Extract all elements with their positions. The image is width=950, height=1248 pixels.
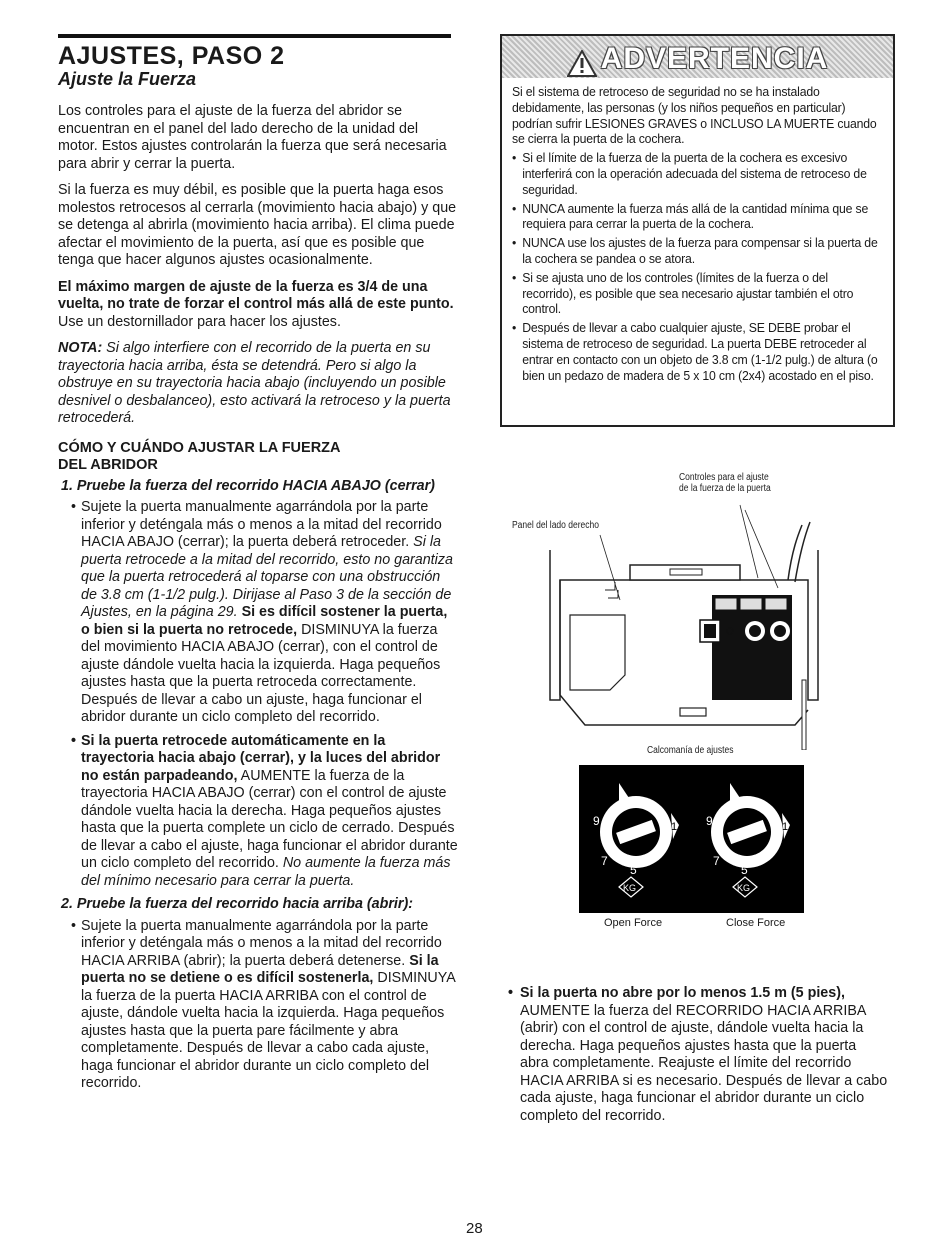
warning-item: • NUNCA use los ajustes de la fuerza para compensar si la puerta de la cochera se pandea o se atora. (512, 235, 878, 266)
note-paragraph: NOTA: Si algo interfiere con el recorrido de la puerta en su trayectoria hacia arriba, ésta se detendrá. Pero si algo la obstruye en su trayectoria hacia abajo (incluyendo un posible desnivel o desbalanceo), esto activará la retroceso y la puerta retrocederá. (58, 340, 451, 426)
page-title: AJUSTES, PASO 2 (58, 42, 285, 70)
step-1-bullet-2: • Si la puerta retrocede automáticamente en la trayectoria hacia abajo (cerrar), y la luces del abridor no están parpadeando, AUMENTE la fuerza de la trayectoria HACIA ABAJO (cerrar) con el control de ajuste dándole vuelta hacia la derecha. Haga pequeños ajustes hasta que la puerta complete un ciclo de cerrado. Después de llevar a cabo el ajuste, haga funcionar el abridor durante un ciclo completo del recorrido. No aumente la fuerza más del mínimo necesario para cerrar la puerta. (71, 732, 458, 889)
intro-paragraph-3: El máximo margen de ajuste de la fuerza es 3/4 de una vuelta, no trate de forzar el control más allá de este punto. Use un destornillador para hacer los ajustes. (58, 278, 454, 330)
warning-item: • Si el límite de la fuerza de la puerta de la cochera es excesivo interferirá con la operación adecuada del sistema de retroceso de seguridad. (512, 150, 867, 197)
warning-item: • Si se ajusta uno de los controles (límites de la fuerza o del recorrido), es posible que sea necesario ajustar también el otro control. (512, 269, 854, 317)
close-force-label: Close Force (726, 917, 786, 929)
right-column (508, 985, 888, 1131)
section-heading: CÓMO Y CUÁNDO AJUSTAR LA FUERZA DEL ABRIDOR (58, 439, 341, 473)
kg-badge: KG (623, 883, 637, 893)
title-rule (58, 34, 451, 38)
dial-number: 5 (630, 863, 637, 877)
panel-label: Panel del lado derecho (512, 520, 599, 531)
warning-item: • NUNCA aumente la fuerza más allá de la cantidad mínima que se requiera para cerrar la puerta de la cochera. (512, 200, 869, 232)
warning-intro: Si el sistema de retroceso de seguridad no se ha instalado debidamente, las personas (y los niños pequeños en particular) podrían sufrir LESIONES GRAVES o INCLUSO LA MUERTE cuando se cierra la puerta de la cochera. (512, 84, 877, 147)
step-2-bullet-1: • Sujete la puerta manualmente agarrándola por la parte inferior y deténgala más o menos a la mitad del recorrido HACIA ARRIBA (abrir); la puerta deberá detenerse. Si la puerta no se detiene o es difícil sostenerla, DISMINUYA la fuerza de la puerta HACIA ARRIBA con el control de ajuste, dándole vuelta hacia la izquierda. Haga pequeños ajustes hasta que la puerta pare fácilmente y abra completamente. Después de llevar a cabo cada ajuste, haga funcionar el abridor durante un ciclo completo del recorrido. (71, 917, 455, 1091)
dial-number: 5 (741, 863, 748, 877)
intro-paragraph-2: Si la fuerza es muy débil, es posible que la puerta haga esos molestos retrocesos al cerrarla (movimiento hacia abajo) y que se detenga al abrirla (movimiento hacia arriba). El clima puede afectar el movimiento de la puerta, así que es posible que tenga que hacer algunos ajustes ocasionalmente. (58, 182, 457, 268)
decal-label: Calcomanía de ajustes (647, 745, 734, 756)
open-force-label: Open Force (604, 917, 663, 929)
page-number: 28 (466, 1220, 483, 1237)
warning-item: • Después de llevar a cabo cualquier ajuste, SE DEBE probar el sistema de retroceso de seguridad. La puerta DEBE retroceder al entrar en contacto con un objeto de 3.8 cm (1-1/2 pulg.) de altura (o bien un pedazo de madera de 5 x 10 cm (2x4) acostado en el piso. (512, 320, 878, 383)
warning-triangle-icon (567, 50, 597, 77)
warning-header (502, 36, 893, 78)
step-1-bullet-1: • Sujete la puerta manualmente agarrándola por la parte inferior y deténgala más o menos a la mitad del recorrido HACIA ABAJO (cerrar); la puerta deberá retroceder. Si la puerta retrocede a la mitad del recorrido, esto no garantiza que la puerta retrocederá al toparse con una obstrucción de 3.8 cm (1-1/2 pulg.). Dirijase al Paso 3 de la sección de Ajustes, en la página 29. Si es difícil sostener la puerta, o bien si la puerta no retrocede, DISMINUYA la fuerza del movimiento HACIA ABAJO (cerrar), con el control de ajuste dándole vuelta hacia la izquierda. Haga pequeños ajustes hasta que la puerta retroceda correctamente. Después de llevar a cabo un ajuste, haga funcionar el abridor durante un ciclo completo del recorrido. (71, 499, 453, 725)
force-adjustment-decal (579, 765, 804, 913)
step-1-title: 1. Pruebe la fuerza del recorrido HACIA ABAJO (cerrar) (61, 477, 435, 494)
warning-title: ADVERTENCIA (600, 42, 829, 75)
dial-number: 7 (713, 854, 720, 868)
dial-number: 9 (593, 814, 600, 828)
intro-paragraph-1: Los controles para el ajuste de la fuerza del abridor se encuentran en el panel del lado derecho de la unidad del motor. Estos ajustes controlarán la fuerza que será necesaria para abrir y cerrar la puerta. (58, 103, 447, 172)
kg-badge: KG (737, 883, 751, 893)
left-column (58, 103, 458, 1099)
dial-number: 1 (671, 821, 678, 833)
motor-unit-diagram (540, 490, 840, 750)
max-adjust-warning: El máximo margen de ajuste de la fuerza es 3/4 de una vuelta, no trate de forzar el control más allá de este punto. (58, 278, 454, 312)
page-subtitle: Ajuste la Fuerza (58, 69, 197, 89)
warning-box (500, 34, 895, 427)
dial-number: 1 (782, 821, 789, 833)
dial-number: 7 (601, 854, 608, 868)
warning-body (512, 84, 884, 386)
step-2-title: 2. Pruebe la fuerza del recorrido hacia arriba (abrir): (61, 896, 413, 912)
dial-number: 9 (706, 814, 713, 828)
controls-label: Controles para el ajuste de la fuerza de la puerta (679, 472, 771, 494)
step-2-bullet-2: • Si la puerta no abre por lo menos 1.5 m (5 pies), AUMENTE la fuerza del RECORRIDO HACIA ARRIBA (abrir) con el control de ajuste, dándole vuelta hacia la derecha. Haga pequeños ajustes hasta que la puerta abra completamente. Reajuste el límite del recorrido HACIA ARRIBA si es necesario. Después de llevar a cabo cada ajuste, haga funcionar el abridor durante un ciclo completo del recorrido. (508, 985, 888, 1124)
